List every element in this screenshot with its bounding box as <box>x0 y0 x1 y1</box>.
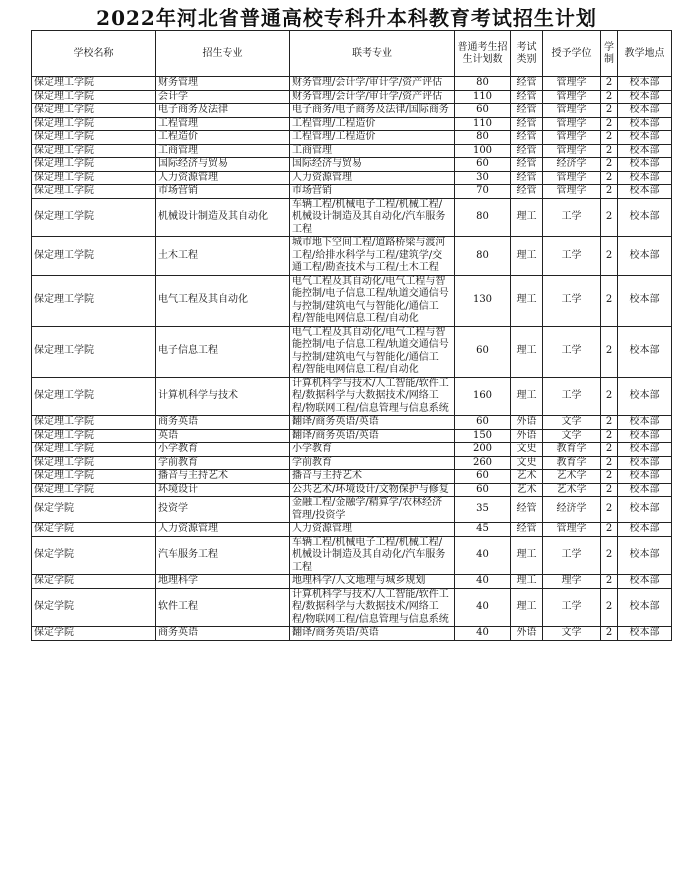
exam-category-cell: 经管 <box>511 90 543 104</box>
exam-category-cell: 理工 <box>511 377 543 416</box>
school-cell: 保定理工学院 <box>32 144 156 158</box>
school-cell: 保定理工学院 <box>32 470 156 484</box>
exam-category-cell: 经管 <box>511 497 543 523</box>
table-row <box>32 144 672 158</box>
exam-major-cell: 工程管理/工程造价 <box>290 131 455 145</box>
years-cell: 2 <box>601 77 618 91</box>
major-cell: 环境设计 <box>156 483 290 497</box>
plan-count-cell: 60 <box>455 326 511 377</box>
plan-count-cell: 200 <box>455 443 511 457</box>
exam-category-cell: 理工 <box>511 237 543 276</box>
location-cell: 校本部 <box>618 131 672 145</box>
exam-category-cell: 理工 <box>511 588 543 627</box>
school-cell: 保定理工学院 <box>32 158 156 172</box>
table-row <box>32 104 672 118</box>
school-cell: 保定理工学院 <box>32 198 156 237</box>
major-cell: 会计学 <box>156 90 290 104</box>
school-cell: 保定理工学院 <box>32 77 156 91</box>
exam-category-cell: 经管 <box>511 104 543 118</box>
degree-cell: 管理学 <box>543 144 601 158</box>
exam-major-cell: 国际经济与贸易 <box>290 158 455 172</box>
location-cell: 校本部 <box>618 470 672 484</box>
school-cell: 保定理工学院 <box>32 171 156 185</box>
years-cell: 2 <box>601 131 618 145</box>
plan-count-cell: 80 <box>455 198 511 237</box>
enrollment-plan-table <box>31 30 672 641</box>
header-location: 教学地点 <box>618 31 672 77</box>
plan-count-cell: 60 <box>455 483 511 497</box>
major-cell: 商务英语 <box>156 627 290 641</box>
school-cell: 保定理工学院 <box>32 326 156 377</box>
major-cell: 电气工程及其自动化 <box>156 275 290 326</box>
major-cell: 地理科学 <box>156 575 290 589</box>
table-row <box>32 497 672 523</box>
header-exam-major: 联考专业 <box>290 31 455 77</box>
plan-count-cell: 80 <box>455 77 511 91</box>
school-cell: 保定理工学院 <box>32 104 156 118</box>
exam-category-cell: 外语 <box>511 429 543 443</box>
location-cell: 校本部 <box>618 171 672 185</box>
exam-category-cell: 理工 <box>511 326 543 377</box>
location-cell: 校本部 <box>618 104 672 118</box>
plan-count-cell: 30 <box>455 171 511 185</box>
table-row <box>32 523 672 537</box>
degree-cell: 管理学 <box>543 185 601 199</box>
plan-count-cell: 60 <box>455 104 511 118</box>
exam-major-cell: 计算机科学与技术/人工智能/软件工程/数据科学与大数据技术/网络工程/物联网工程/信息管理与信息系统 <box>290 377 455 416</box>
location-cell: 校本部 <box>618 536 672 575</box>
years-cell: 2 <box>601 377 618 416</box>
degree-cell: 艺术学 <box>543 483 601 497</box>
location-cell: 校本部 <box>618 429 672 443</box>
exam-category-cell: 经管 <box>511 158 543 172</box>
major-cell: 软件工程 <box>156 588 290 627</box>
location-cell: 校本部 <box>618 158 672 172</box>
years-cell: 2 <box>601 104 618 118</box>
degree-cell: 工学 <box>543 198 601 237</box>
major-cell: 计算机科学与技术 <box>156 377 290 416</box>
location-cell: 校本部 <box>618 627 672 641</box>
header-school: 学校名称 <box>32 31 156 77</box>
table-row <box>32 627 672 641</box>
plan-count-cell: 60 <box>455 416 511 430</box>
major-cell: 英语 <box>156 429 290 443</box>
degree-cell: 艺术学 <box>543 470 601 484</box>
header-plan-count: 普通考生招生计划数 <box>455 31 511 77</box>
years-cell: 2 <box>601 275 618 326</box>
table-row <box>32 131 672 145</box>
degree-cell: 教育学 <box>543 443 601 457</box>
location-cell: 校本部 <box>618 523 672 537</box>
school-cell: 保定学院 <box>32 588 156 627</box>
plan-count-cell: 150 <box>455 429 511 443</box>
school-cell: 保定学院 <box>32 536 156 575</box>
years-cell: 2 <box>601 456 618 470</box>
table-row <box>32 470 672 484</box>
exam-category-cell: 经管 <box>511 77 543 91</box>
exam-major-cell: 地理科学/人文地理与城乡规划 <box>290 575 455 589</box>
exam-major-cell: 电气工程及其自动化/电气工程与智能控制/电子信息工程/轨道交通信号与控制/建筑电气与智能化/通信工程/智能电网信息工程/自动化 <box>290 326 455 377</box>
table-row <box>32 90 672 104</box>
years-cell: 2 <box>601 171 618 185</box>
location-cell: 校本部 <box>618 483 672 497</box>
exam-major-cell: 翻译/商务英语/英语 <box>290 627 455 641</box>
location-cell: 校本部 <box>618 456 672 470</box>
school-cell: 保定理工学院 <box>32 131 156 145</box>
exam-major-cell: 财务管理/会计学/审计学/资产评估 <box>290 77 455 91</box>
years-cell: 2 <box>601 575 618 589</box>
plan-count-cell: 40 <box>455 588 511 627</box>
plan-count-cell: 260 <box>455 456 511 470</box>
major-cell: 播音与主持艺术 <box>156 470 290 484</box>
exam-major-cell: 播音与主持艺术 <box>290 470 455 484</box>
school-cell: 保定理工学院 <box>32 185 156 199</box>
table-row <box>32 443 672 457</box>
major-cell: 学前教育 <box>156 456 290 470</box>
years-cell: 2 <box>601 416 618 430</box>
table-row <box>32 275 672 326</box>
school-cell: 保定理工学院 <box>32 237 156 276</box>
table-row <box>32 326 672 377</box>
exam-major-cell: 翻译/商务英语/英语 <box>290 429 455 443</box>
exam-major-cell: 公共艺术/环境设计/文物保护与修复 <box>290 483 455 497</box>
table-row <box>32 158 672 172</box>
degree-cell: 管理学 <box>543 523 601 537</box>
years-cell: 2 <box>601 536 618 575</box>
exam-category-cell: 经管 <box>511 117 543 131</box>
years-cell: 2 <box>601 523 618 537</box>
degree-cell: 理学 <box>543 575 601 589</box>
school-cell: 保定理工学院 <box>32 456 156 470</box>
degree-cell: 教育学 <box>543 456 601 470</box>
exam-major-cell: 计算机科学与技术/人工智能/软件工程/数据科学与大数据技术/网络工程/物联网工程/信息管理与信息系统 <box>290 588 455 627</box>
plan-count-cell: 110 <box>455 90 511 104</box>
location-cell: 校本部 <box>618 90 672 104</box>
major-cell: 国际经济与贸易 <box>156 158 290 172</box>
location-cell: 校本部 <box>618 326 672 377</box>
exam-major-cell: 车辆工程/机械电子工程/机械工程/机械设计制造及其自动化/汽车服务工程 <box>290 536 455 575</box>
exam-category-cell: 文史 <box>511 456 543 470</box>
location-cell: 校本部 <box>618 275 672 326</box>
school-cell: 保定理工学院 <box>32 117 156 131</box>
major-cell: 人力资源管理 <box>156 171 290 185</box>
years-cell: 2 <box>601 158 618 172</box>
years-cell: 2 <box>601 627 618 641</box>
plan-count-cell: 40 <box>455 627 511 641</box>
degree-cell: 工学 <box>543 588 601 627</box>
plan-count-cell: 35 <box>455 497 511 523</box>
major-cell: 财务管理 <box>156 77 290 91</box>
school-cell: 保定学院 <box>32 497 156 523</box>
years-cell: 2 <box>601 117 618 131</box>
exam-major-cell: 人力资源管理 <box>290 171 455 185</box>
degree-cell: 工学 <box>543 275 601 326</box>
years-cell: 2 <box>601 483 618 497</box>
table-row <box>32 198 672 237</box>
major-cell: 市场营销 <box>156 185 290 199</box>
years-cell: 2 <box>601 90 618 104</box>
major-cell: 工商管理 <box>156 144 290 158</box>
table-row <box>32 117 672 131</box>
location-cell: 校本部 <box>618 117 672 131</box>
plan-count-cell: 70 <box>455 185 511 199</box>
exam-category-cell: 经管 <box>511 523 543 537</box>
degree-cell: 工学 <box>543 536 601 575</box>
table-row <box>32 483 672 497</box>
years-cell: 2 <box>601 144 618 158</box>
years-cell: 2 <box>601 588 618 627</box>
degree-cell: 管理学 <box>543 171 601 185</box>
degree-cell: 工学 <box>543 377 601 416</box>
years-cell: 2 <box>601 497 618 523</box>
exam-major-cell: 学前教育 <box>290 456 455 470</box>
table-row <box>32 377 672 416</box>
exam-major-cell: 金融工程/金融学/精算学/农林经济管理/投资学 <box>290 497 455 523</box>
degree-cell: 工学 <box>543 326 601 377</box>
degree-cell: 文学 <box>543 429 601 443</box>
table-row <box>32 237 672 276</box>
plan-count-cell: 60 <box>455 470 511 484</box>
exam-category-cell: 经管 <box>511 144 543 158</box>
degree-cell: 文学 <box>543 627 601 641</box>
school-cell: 保定理工学院 <box>32 429 156 443</box>
exam-category-cell: 艺术 <box>511 470 543 484</box>
years-cell: 2 <box>601 185 618 199</box>
major-cell: 商务英语 <box>156 416 290 430</box>
plan-count-cell: 100 <box>455 144 511 158</box>
degree-cell: 经济学 <box>543 497 601 523</box>
school-cell: 保定理工学院 <box>32 483 156 497</box>
exam-category-cell: 外语 <box>511 416 543 430</box>
exam-major-cell: 工程管理/工程造价 <box>290 117 455 131</box>
exam-category-cell: 文史 <box>511 443 543 457</box>
school-cell: 保定理工学院 <box>32 416 156 430</box>
header-major: 招生专业 <box>156 31 290 77</box>
location-cell: 校本部 <box>618 497 672 523</box>
location-cell: 校本部 <box>618 198 672 237</box>
school-cell: 保定学院 <box>32 523 156 537</box>
location-cell: 校本部 <box>618 575 672 589</box>
exam-major-cell: 电子商务/电子商务及法律/国际商务 <box>290 104 455 118</box>
page-title: 2022年河北省普通高校专科升本科教育考试招生计划 <box>96 6 597 30</box>
major-cell: 小学教育 <box>156 443 290 457</box>
exam-major-cell: 车辆工程/机械电子工程/机械工程/机械设计制造及其自动化/汽车服务工程 <box>290 198 455 237</box>
plan-count-cell: 80 <box>455 237 511 276</box>
plan-count-cell: 80 <box>455 131 511 145</box>
exam-major-cell: 工商管理 <box>290 144 455 158</box>
exam-major-cell: 人力资源管理 <box>290 523 455 537</box>
major-cell: 工程管理 <box>156 117 290 131</box>
major-cell: 土木工程 <box>156 237 290 276</box>
location-cell: 校本部 <box>618 588 672 627</box>
school-cell: 保定理工学院 <box>32 275 156 326</box>
table-row <box>32 77 672 91</box>
table-row <box>32 456 672 470</box>
exam-major-cell: 城市地下空间工程/道路桥梁与渡河工程/给排水科学与工程/建筑学/交通工程/勘查技术与工程/土木工程 <box>290 237 455 276</box>
table-row <box>32 575 672 589</box>
header-degree: 授予学位 <box>543 31 601 77</box>
exam-major-cell: 市场营销 <box>290 185 455 199</box>
exam-major-cell: 电气工程及其自动化/电气工程与智能控制/电子信息工程/轨道交通信号与控制/建筑电气与智能化/通信工程/智能电网信息工程/自动化 <box>290 275 455 326</box>
plan-count-cell: 40 <box>455 575 511 589</box>
years-cell: 2 <box>601 443 618 457</box>
school-cell: 保定理工学院 <box>32 377 156 416</box>
exam-category-cell: 理工 <box>511 275 543 326</box>
location-cell: 校本部 <box>618 416 672 430</box>
exam-category-cell: 经管 <box>511 185 543 199</box>
degree-cell: 管理学 <box>543 131 601 145</box>
exam-category-cell: 经管 <box>511 171 543 185</box>
table-row <box>32 171 672 185</box>
major-cell: 人力资源管理 <box>156 523 290 537</box>
header-exam-category: 考试类别 <box>511 31 543 77</box>
major-cell: 电子信息工程 <box>156 326 290 377</box>
location-cell: 校本部 <box>618 185 672 199</box>
school-cell: 保定理工学院 <box>32 443 156 457</box>
table-header-row <box>32 31 672 77</box>
years-cell: 2 <box>601 470 618 484</box>
major-cell: 机械设计制造及其自动化 <box>156 198 290 237</box>
degree-cell: 管理学 <box>543 77 601 91</box>
location-cell: 校本部 <box>618 144 672 158</box>
location-cell: 校本部 <box>618 443 672 457</box>
years-cell: 2 <box>601 198 618 237</box>
plan-count-cell: 130 <box>455 275 511 326</box>
table-row <box>32 416 672 430</box>
exam-major-cell: 小学教育 <box>290 443 455 457</box>
plan-count-cell: 45 <box>455 523 511 537</box>
plan-count-cell: 40 <box>455 536 511 575</box>
plan-count-cell: 60 <box>455 158 511 172</box>
exam-category-cell: 经管 <box>511 131 543 145</box>
school-cell: 保定学院 <box>32 627 156 641</box>
exam-major-cell: 翻译/商务英语/英语 <box>290 416 455 430</box>
major-cell: 工程造价 <box>156 131 290 145</box>
degree-cell: 文学 <box>543 416 601 430</box>
degree-cell: 管理学 <box>543 90 601 104</box>
exam-category-cell: 外语 <box>511 627 543 641</box>
school-cell: 保定理工学院 <box>32 90 156 104</box>
location-cell: 校本部 <box>618 237 672 276</box>
exam-major-cell: 财务管理/会计学/审计学/资产评估 <box>290 90 455 104</box>
major-cell: 汽车服务工程 <box>156 536 290 575</box>
years-cell: 2 <box>601 237 618 276</box>
table-row <box>32 185 672 199</box>
plan-count-cell: 160 <box>455 377 511 416</box>
location-cell: 校本部 <box>618 77 672 91</box>
plan-count-cell: 110 <box>455 117 511 131</box>
degree-cell: 管理学 <box>543 104 601 118</box>
exam-category-cell: 理工 <box>511 575 543 589</box>
exam-category-cell: 理工 <box>511 536 543 575</box>
location-cell: 校本部 <box>618 377 672 416</box>
header-years: 学制 <box>601 31 618 77</box>
years-cell: 2 <box>601 429 618 443</box>
degree-cell: 工学 <box>543 237 601 276</box>
table-row <box>32 429 672 443</box>
exam-category-cell: 理工 <box>511 198 543 237</box>
major-cell: 电子商务及法律 <box>156 104 290 118</box>
table-row <box>32 536 672 575</box>
exam-category-cell: 艺术 <box>511 483 543 497</box>
years-cell: 2 <box>601 326 618 377</box>
table-row <box>32 588 672 627</box>
degree-cell: 管理学 <box>543 117 601 131</box>
degree-cell: 经济学 <box>543 158 601 172</box>
school-cell: 保定学院 <box>32 575 156 589</box>
major-cell: 投资学 <box>156 497 290 523</box>
